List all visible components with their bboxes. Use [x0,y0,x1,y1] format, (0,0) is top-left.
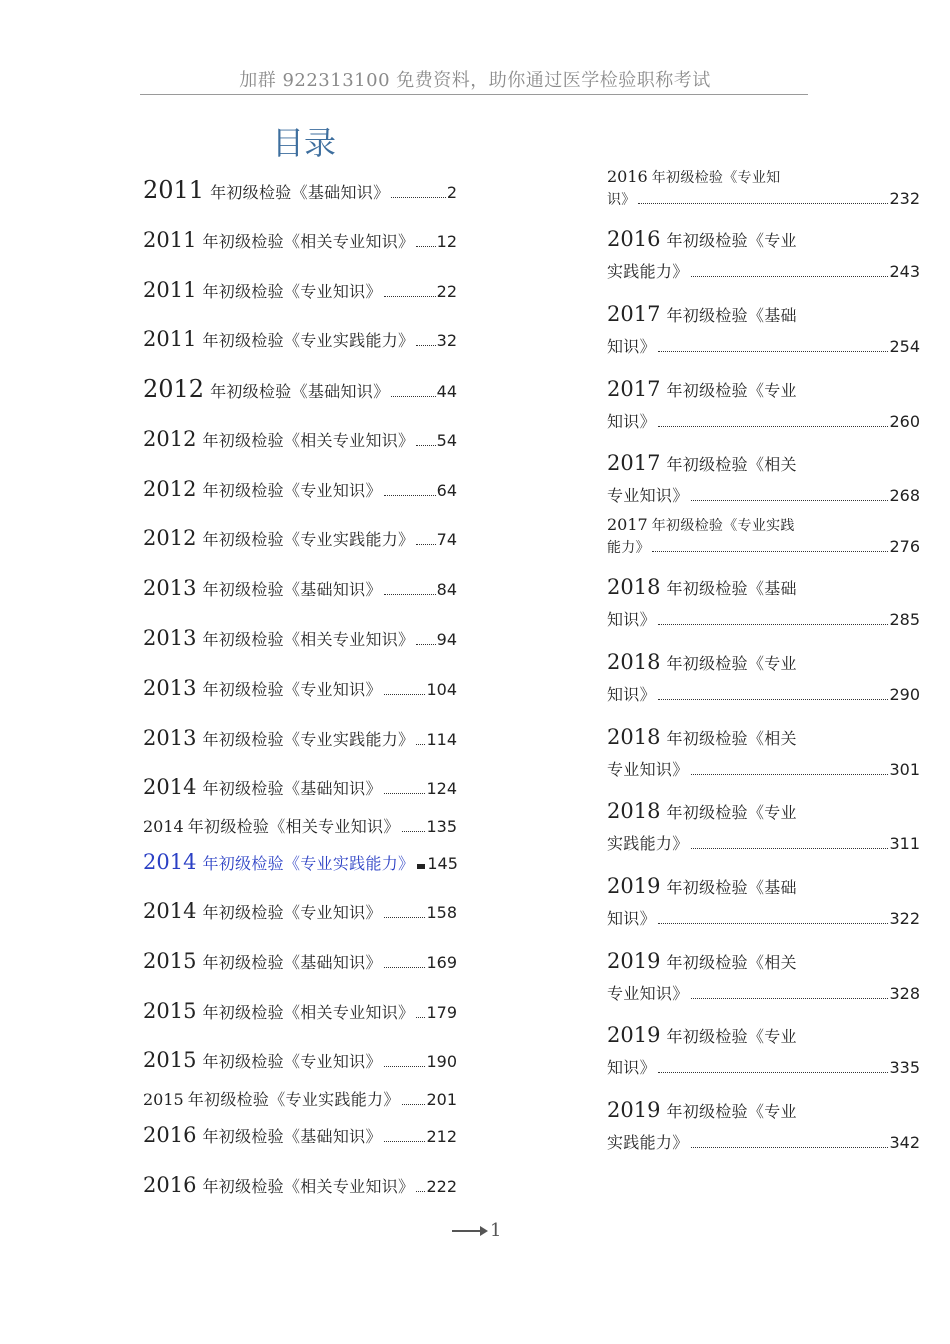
entry-title: 年初级检验《基础知识》 [210,382,390,401]
entry-title-cont: 能力》 [607,540,650,556]
page-header: 加群 922313100 免费资料，助你通过医学检验职称考试 [239,70,711,91]
entry-page: 260 [889,412,920,431]
entry-page: 12 [436,232,457,251]
entry-year: 2019 [607,1098,661,1122]
entry-year: 2011 [143,278,197,302]
entry-title-cont: 知识》 [607,1058,656,1077]
toc-entry[interactable] [143,899,457,923]
entry-title: 年初级检验《专业实践能力》 [202,854,415,873]
entry-page: 335 [889,1058,920,1077]
dot-leader [384,967,426,968]
entry-title-cont: 专业知识》 [607,984,689,1003]
entry-title: 年初级检验《相关 [666,455,797,474]
toc-entry[interactable] [143,278,457,302]
entry-year: 2011 [143,228,197,252]
entry-page: 243 [889,262,920,281]
toc-entry[interactable] [143,1173,457,1197]
toc-entry[interactable] [143,526,457,550]
dot-leader [691,848,889,849]
entry-page: 254 [889,337,920,356]
toc-entry[interactable] [607,799,920,854]
arrow-right-icon [452,1230,486,1232]
entry-year: 2012 [143,526,197,550]
toc-entry[interactable] [607,451,920,506]
entry-title-cont: 实践能力》 [607,1133,689,1152]
toc-entry[interactable] [143,477,457,501]
entry-title-cont: 专业知识》 [607,486,689,505]
entry-title: 年初级检验《基础知识》 [202,580,382,599]
entry-year: 2017 [607,302,661,326]
entry-page: 268 [889,486,920,505]
dot-leader [658,1072,889,1073]
entry-year: 2018 [607,650,661,674]
toc-entry[interactable] [143,228,457,252]
entry-title: 年初级检验《专业 [666,381,797,400]
entry-year: 2019 [607,874,661,898]
entry-page: 32 [436,331,457,350]
toc-entry[interactable] [607,227,920,282]
toc-entry[interactable] [143,775,457,799]
entry-year: 2019 [607,949,661,973]
entry-title-cont: 识》 [607,192,636,208]
entry-title-cont: 知识》 [607,909,656,928]
entry-year: 2018 [607,725,661,749]
toc-entry[interactable] [143,626,457,650]
toc-entry-highlighted[interactable] [143,850,457,874]
entry-title: 年初级检验《专业 [666,803,797,822]
entry-title: 年初级检验《专业知 [651,170,781,186]
entry-page: 232 [889,189,920,208]
entry-title-cont: 知识》 [607,610,656,629]
entry-year: 2017 [607,515,648,534]
entry-year: 2014 [143,850,197,874]
entry-year: 2016 [143,1173,197,1197]
entry-page: 145 [427,854,458,873]
entry-page: 212 [426,1127,457,1146]
entry-page: 114 [426,730,457,749]
entry-year: 2015 [143,1090,184,1109]
entry-title: 年初级检验《专业实践能力》 [202,331,415,350]
entry-page: 135 [426,817,457,836]
toc-entry[interactable] [143,176,457,204]
entry-page: 74 [436,530,457,549]
entry-page: 84 [436,580,457,599]
entry-year: 2012 [143,375,205,403]
header-divider [140,94,808,95]
entry-page: 190 [426,1052,457,1071]
toc-entry[interactable] [143,1087,457,1110]
dot-leader [384,296,436,297]
entry-title: 年初级检验《专业 [666,1027,797,1046]
entry-title: 年初级检验《相关专业知识》 [202,1177,415,1196]
entry-title-cont: 知识》 [607,337,656,356]
entry-page: 179 [426,1003,457,1022]
entry-page: 104 [426,680,457,699]
entry-year: 2012 [143,477,197,501]
entry-title: 年初级检验《专业实践能力》 [202,530,415,549]
entry-title: 年初级检验《专业知识》 [202,1052,382,1071]
entry-title: 年初级检验《相关专业知识》 [202,630,415,649]
toc-entry[interactable] [607,1098,920,1153]
toc-entry[interactable] [143,1048,457,1072]
entry-year: 2017 [607,377,661,401]
dot-leader [402,831,426,832]
dot-leader [416,744,425,745]
entry-page: 342 [889,1133,920,1152]
entry-title: 年初级检验《专业 [666,231,797,250]
dot-leader [384,594,436,595]
dot-leader [384,694,426,695]
toc-entry[interactable] [143,1123,457,1147]
entry-title: 年初级检验《基础 [666,579,797,598]
entry-title: 年初级检验《基础 [666,878,797,897]
toc-entry[interactable] [607,725,920,780]
toc-entry[interactable] [143,814,457,837]
entry-year: 2014 [143,899,197,923]
entry-title: 年初级检验《基础 [666,306,797,325]
toc-entry[interactable] [607,874,920,929]
dot-leader [416,1191,425,1192]
entry-title: 年初级检验《基础知识》 [202,779,382,798]
dot-leader [417,864,425,869]
toc-title: 目录 [272,124,337,162]
entry-title: 年初级检验《基础知识》 [202,953,382,972]
entry-title-cont: 知识》 [607,685,656,704]
entry-page: 124 [426,779,457,798]
toc-entry[interactable] [607,949,920,1004]
entry-title: 年初级检验《专业 [666,654,797,673]
entry-title: 年初级检验《相关专业知识》 [202,431,415,450]
page-footer [452,1220,501,1241]
dot-leader [384,1141,426,1142]
entry-year: 2018 [607,575,661,599]
entry-page: 201 [426,1090,457,1109]
entry-title: 年初级检验《专业 [666,1102,797,1121]
entry-title-cont: 专业知识》 [607,760,689,779]
entry-page: 169 [426,953,457,972]
dot-leader [384,793,426,794]
dot-leader [658,624,889,625]
dot-leader [384,917,426,918]
dot-leader [691,500,889,501]
dot-leader [416,246,435,247]
entry-page: 222 [426,1177,457,1196]
entry-page: 301 [889,760,920,779]
entry-title: 年初级检验《专业知识》 [202,680,382,699]
toc-entry[interactable] [143,999,457,1023]
entry-year: 2013 [143,676,197,700]
toc-entry[interactable] [607,650,920,705]
dot-leader [416,345,435,346]
entry-title: 年初级检验《相关 [666,953,797,972]
entry-title: 年初级检验《相关 [666,729,797,748]
entry-year: 2011 [143,176,205,204]
entry-page: 311 [889,834,920,853]
entry-title: 年初级检验《基础知识》 [210,183,390,202]
dot-leader [658,351,889,352]
entry-year: 2014 [143,775,197,799]
dot-leader [416,445,435,446]
entry-title: 年初级检验《专业知识》 [202,481,382,500]
dot-leader [691,1147,889,1148]
entry-year: 2015 [143,999,197,1023]
entry-title: 年初级检验《相关专业知识》 [187,817,400,836]
dot-leader [384,1066,426,1067]
entry-year: 2013 [143,626,197,650]
entry-page: 64 [436,481,457,500]
dot-leader [416,644,435,645]
dot-leader [638,203,889,204]
toc-entry[interactable] [143,576,457,600]
dot-leader [652,551,889,552]
entry-title-cont: 实践能力》 [607,262,689,281]
entry-title: 年初级检验《专业实践能力》 [202,730,415,749]
entry-page: 328 [889,984,920,1003]
toc-entry[interactable] [143,726,457,750]
dot-leader [691,276,889,277]
entry-title: 年初级检验《专业实践 [651,518,795,534]
entry-title: 年初级检验《基础知识》 [202,1127,382,1146]
page-number: 1 [490,1220,502,1241]
toc-entry[interactable] [143,327,457,351]
dot-leader [391,396,435,397]
dot-leader [416,544,435,545]
entry-title: 年初级检验《相关专业知识》 [202,1003,415,1022]
entry-page: 322 [889,909,920,928]
entry-page: 290 [889,685,920,704]
dot-leader [691,998,889,999]
entry-page: 54 [436,431,457,450]
dot-leader [416,1017,425,1018]
entry-year: 2011 [143,327,197,351]
entry-year: 2015 [143,949,197,973]
entry-title: 年初级检验《专业知识》 [202,282,382,301]
toc-entry[interactable] [607,575,920,630]
entry-page: 44 [436,382,457,401]
entry-page: 22 [436,282,457,301]
entry-title: 年初级检验《相关专业知识》 [202,232,415,251]
entry-title-cont: 知识》 [607,412,656,431]
entry-year: 2012 [143,427,197,451]
entry-year: 2019 [607,1023,661,1047]
entry-year: 2013 [143,726,197,750]
entry-page: 94 [436,630,457,649]
toc-entry[interactable] [143,949,457,973]
entry-year: 2017 [607,451,661,475]
entry-page: 2 [446,183,457,202]
entry-page: 285 [889,610,920,629]
entry-year: 2014 [143,817,184,836]
entry-year: 2015 [143,1048,197,1072]
toc-entry[interactable] [143,676,457,700]
dot-leader [658,426,889,427]
entry-year: 2013 [143,576,197,600]
dot-leader [384,495,436,496]
entry-year: 2016 [143,1123,197,1147]
toc-entry[interactable] [607,1023,920,1078]
entry-year: 2018 [607,799,661,823]
toc-entry[interactable] [607,302,920,357]
toc-entry[interactable] [607,515,920,557]
entry-year: 2016 [607,167,648,186]
entry-page: 158 [426,903,457,922]
toc-entry[interactable] [143,427,457,451]
toc-entry[interactable] [607,377,920,432]
entry-title-cont: 实践能力》 [607,834,689,853]
dot-leader [391,197,445,198]
toc-entry[interactable] [143,375,457,403]
toc-entry[interactable] [607,167,920,209]
entry-title: 年初级检验《专业知识》 [202,903,382,922]
dot-leader [402,1104,426,1105]
entry-title: 年初级检验《专业实践能力》 [187,1090,400,1109]
entry-year: 2016 [607,227,661,251]
dot-leader [658,699,889,700]
entry-page: 276 [889,537,920,556]
dot-leader [658,923,889,924]
dot-leader [691,774,889,775]
